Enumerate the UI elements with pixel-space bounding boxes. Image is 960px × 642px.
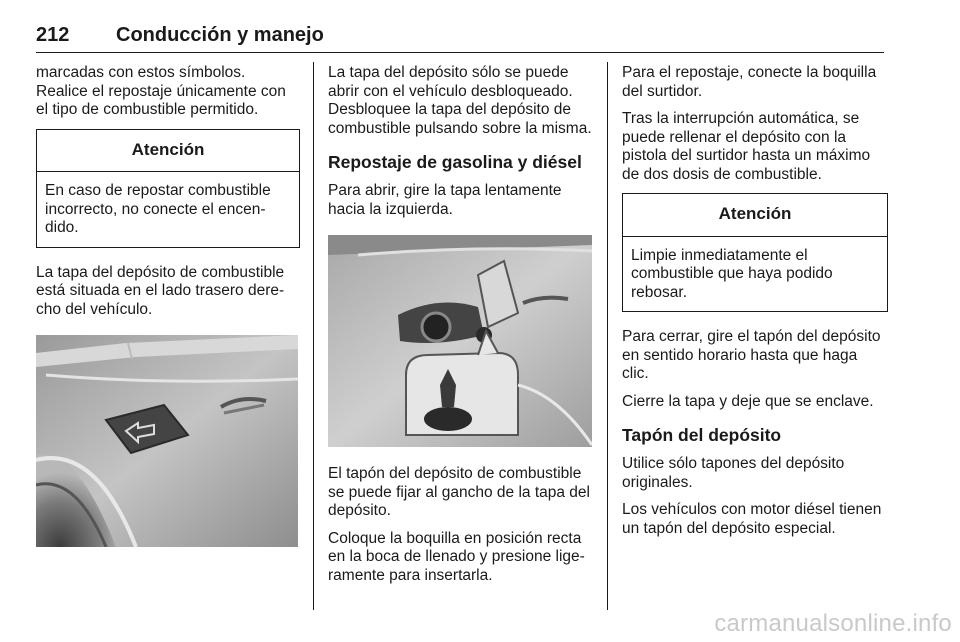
paragraph: marcadas con estos símbolos. Realice el repostaje únicamente con el tipo de combustible permitido. [36,64,286,118]
section-heading: Repostaje de gasolina y diésel [328,152,582,172]
attention-text: En caso de repostar combustible incorrecto, no conecte el encen-dido. [45,182,271,236]
paragraph: Coloque la boquilla en posición recta en la boca de llenado y presione lige-ramente para insertarla. [328,529,585,584]
paragraph: Cierre la tapa y deje que se enclave. [622,392,874,410]
fuel-cap-illustration [328,235,592,447]
column-divider [313,62,314,610]
paragraph: La tapa del depósito sólo se puede abrir con el vehículo desbloqueado. Desbloquee la tapa del depósito de combustible pulsando sobre la misma. [328,64,592,137]
paragraph: Utilice sólo tapones del depósito originales. [622,455,845,491]
paragraph: Para cerrar, gire el tapón del depósito en sentido horario hasta que haga clic. [622,328,881,382]
paragraph: La tapa del depósito de combustible está situada en el lado trasero dere-cho del vehículo. [36,263,285,318]
paragraph: Para el repostaje, conecte la boquilla del surtidor. [622,64,877,100]
column-divider [607,62,608,610]
attention-title: Atención [623,194,887,237]
watermark: carmanualsonline.info [714,610,952,637]
column-2 [328,64,594,594]
paragraph: El tapón del depósito de combustible se puede fijar al gancho de la tapa del depósito. [328,465,590,519]
paragraph: Para abrir, gire la tapa lentamente hacia la izquierda. [328,182,562,218]
attention-text: Limpie inmediatamente el combustible que haya podido rebosar. [631,246,833,301]
attention-box [36,129,300,248]
fuel-door-car-illustration [36,335,298,547]
page-header [36,22,884,53]
paragraph: Los vehículos con motor diésel tienen un tapón del depósito especial. [622,501,882,537]
attention-title: Atención [37,130,299,173]
column-3 [622,64,888,547]
paragraph: Tras la interrupción automática, se puede rellenar el depósito con la pistola del surtidor hasta un máximo de dos dosis de combustible. [622,110,871,183]
page-title: Conducción y manejo [116,24,324,46]
attention-box [622,193,888,312]
section-heading: Tapón del depósito [622,425,782,445]
column-1 [36,64,300,565]
page-number: 212 [36,24,70,46]
